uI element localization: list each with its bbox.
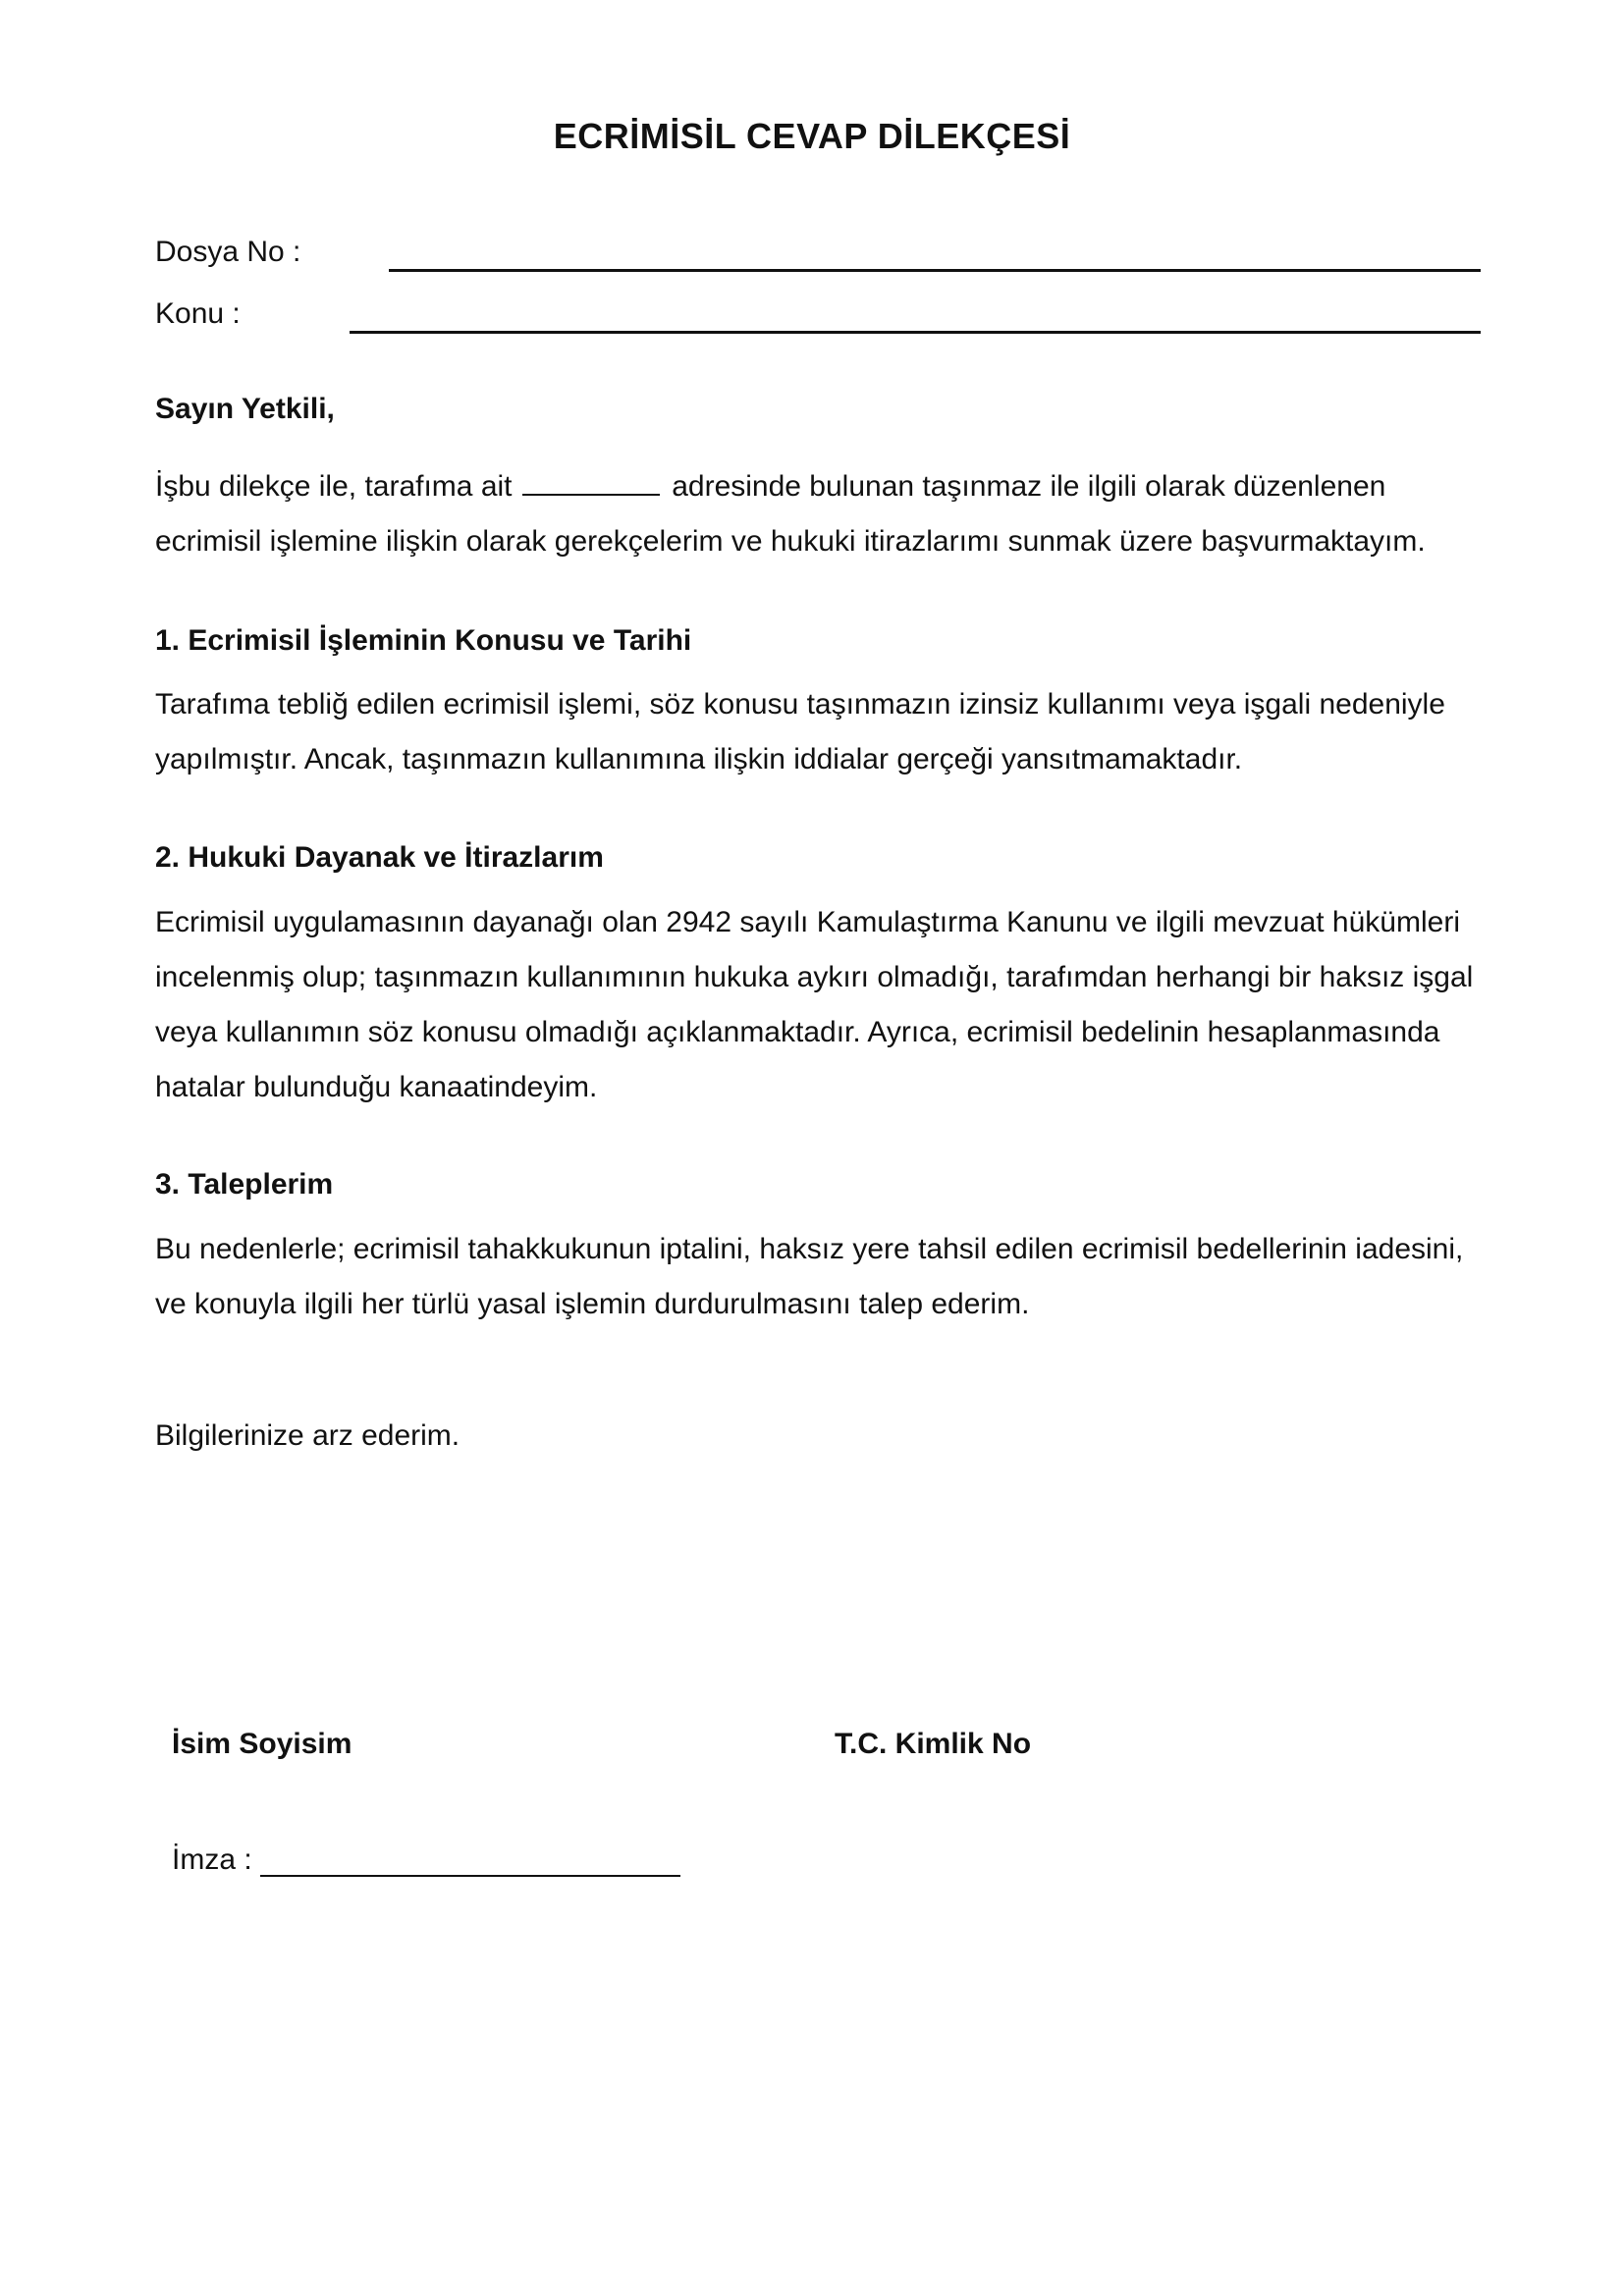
closing-text: Bilgilerinize arz ederim. [155,1419,460,1452]
konu-blank-line[interactable] [350,331,1481,334]
signature-id-label: T.C. Kimlik No [835,1728,1032,1760]
dosya-no-label: Dosya No : [155,236,301,268]
intro-text-before: İşbu dilekçe ile, tarafıma ait [155,470,513,503]
section-body-1: Tarafıma tebliğ edilen ecrimisil işlemi, söz konusu taşınmazın izinsiz kullanımı veya işgali nedeniyle yapılmıştır. Ancak, taşınmazın kullanımına ilişkin iddialar gerçeği yansıtmamaktadır. [155,688,1445,775]
intro-text-after: adresinde bulunan taşınmaz ile ilgili olarak düzenlenen ecrimisil işlemine ilişkin olarak gerekçelerim ve hukuki itirazlarımı sunmak üzere başvurmaktayım. [155,470,1426,558]
greeting: Sayın Yetkili, [155,393,335,425]
section-body-3: Bu nedenlerle; ecrimisil tahakkukunun iptalini, haksız yere tahsil edilen ecrimisil bedellerinin iadesini, ve konuyla ilgili her türlü yasal işlemin durdurulmasını talep ederim. [155,1233,1464,1320]
address-blank-line[interactable] [522,464,660,496]
intro-paragraph [155,459,1481,569]
section-heading-3: 3. Taleplerim [155,1168,334,1201]
imza-blank-line[interactable] [260,1845,680,1877]
signature-imza-field [172,1843,680,1877]
konu-label: Konu : [155,297,241,330]
dosya-no-blank-line[interactable] [389,269,1481,272]
imza-label: İmza : [172,1843,252,1876]
dosya-no-field [155,236,1481,283]
section-heading-2: 2. Hukuki Dayanak ve İtirazlarım [155,841,604,874]
document-title: ECRİMİSİL CEVAP DİLEKÇESİ [553,116,1071,156]
konu-field [155,297,1481,345]
section-body-2: Ecrimisil uygulamasının dayanağı olan 2942 sayılı Kamulaştırma Kanunu ve ilgili mevzuat hükümleri incelenmiş olup; taşınmazın kullanımının hukuka aykırı olmadığı, tarafımdan herhangi bir haksız işgal veya kullanımın söz konusu olmadığı açıklanmaktadır. Ayrıca, ecrimisil bedelinin hesaplanmasında hatalar bulunduğu kanaatindeyim. [155,906,1474,1103]
section-heading-1: 1. Ecrimisil İşleminin Konusu ve Tarihi [155,624,692,657]
signature-name-label: İsim Soyisim [172,1728,352,1760]
